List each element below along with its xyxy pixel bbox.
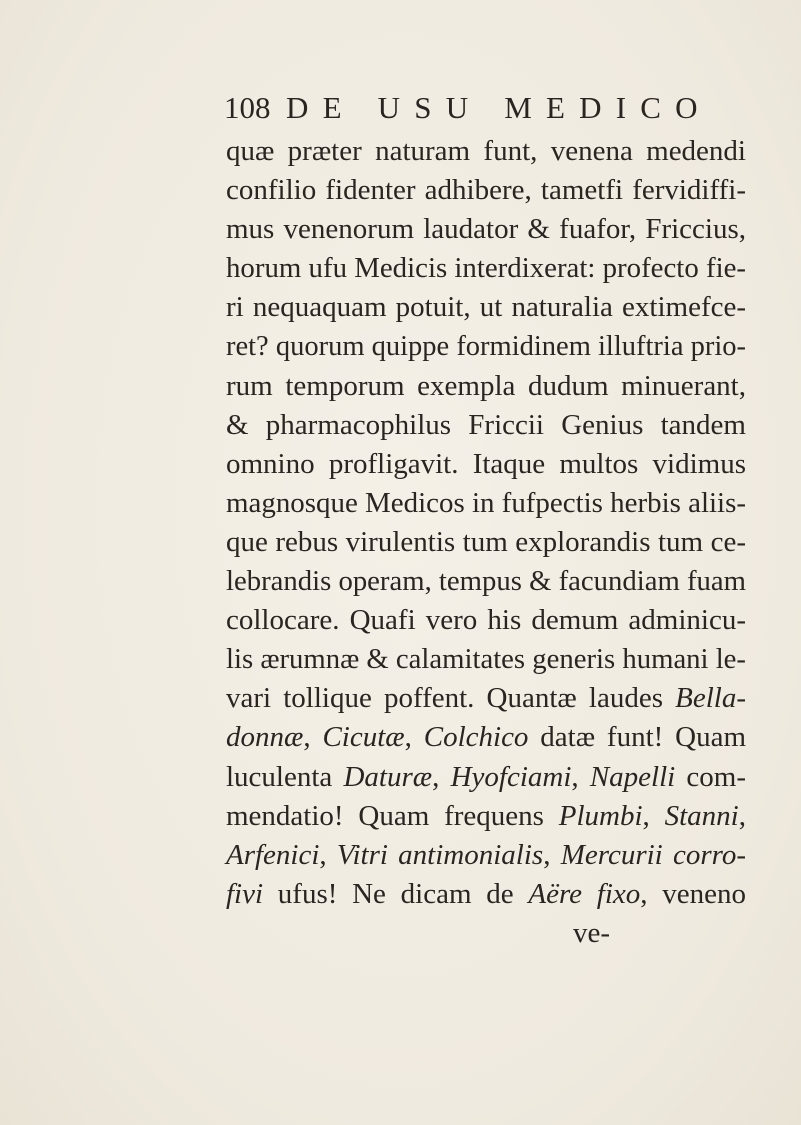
text-segment: rum temporum exempla dudum minuerant,: [226, 369, 746, 402]
text-line: [226, 562, 746, 601]
text-segment: magnosque Medicos in fufpectis herbis aliis-: [226, 486, 746, 519]
text-segment: lis ærumnæ & calamitates generis humani le-: [226, 643, 746, 676]
text-line: [226, 445, 746, 484]
text-line: [226, 288, 746, 327]
text-line: [226, 718, 746, 757]
text-segment: ,: [642, 799, 665, 832]
text-line: [226, 797, 746, 836]
text-segment: confilio fidenter adhibere, tametfi fervidiffi-: [226, 174, 746, 207]
text-segment: ve-: [572, 916, 610, 949]
text-segment: mendatio! Quam frequens: [226, 799, 559, 832]
text-line: [226, 406, 746, 445]
text-segment: ri nequaquam potuit, ut naturalia extimefce-: [226, 291, 746, 324]
text-segment: ,: [432, 760, 451, 793]
text-segment: collocare. Quafi vero his demum adminicu-: [226, 604, 746, 637]
italic-text: Cicutæ: [322, 721, 405, 754]
text-segment: omnino profligavit. Itaque multos vidimus: [226, 447, 746, 480]
text-line: [226, 171, 746, 210]
text-segment: ufus! Ne dicam de: [263, 877, 529, 910]
page-header: [224, 90, 724, 130]
text-line: [226, 640, 746, 679]
text-line: [226, 484, 746, 523]
text-line: [226, 327, 746, 366]
italic-text: Vitri antimonialis: [336, 838, 544, 871]
italic-text: Aëre fixo: [528, 877, 641, 910]
italic-text: Bella-: [675, 682, 746, 715]
italic-text: Stanni: [664, 799, 739, 832]
italic-text: Colchico: [423, 721, 529, 754]
text-segment: horum ufu Medicis interdixerat: profecto fie-: [226, 252, 746, 285]
body-text: [226, 132, 746, 953]
page-number: 108: [224, 90, 271, 125]
italic-text: Arfenici: [226, 838, 320, 871]
text-line: [226, 249, 746, 288]
italic-text: Plumbi: [558, 799, 643, 832]
text-segment: lebrandis operam, tempus & facundiam fuam: [226, 565, 746, 598]
text-segment: ,: [543, 838, 561, 871]
italic-text: donnæ: [226, 721, 304, 754]
text-line: [226, 132, 746, 171]
text-segment: datæ funt! Quam: [528, 721, 747, 754]
text-segment: ret? quorum quippe formidinem illuftria prio-: [226, 330, 746, 363]
text-segment: mus venenorum laudator & fuafor, Friccius,: [226, 213, 746, 246]
italic-text: Daturæ: [343, 760, 433, 793]
text-segment: ,: [738, 799, 746, 832]
text-segment: quæ præter naturam funt, venena medendi: [226, 135, 746, 167]
text-line: [226, 875, 746, 914]
text-segment: vari tollique poffent. Quantæ laudes: [226, 682, 676, 715]
text-segment: ,: [319, 838, 337, 871]
text-segment: ,: [404, 721, 424, 754]
italic-text: fivi: [226, 877, 264, 910]
text-line: [226, 679, 746, 718]
text-segment: , veneno: [640, 877, 746, 910]
text-line: [226, 914, 746, 953]
text-segment: & pharmacophilus Friccii Genius tandem: [226, 408, 746, 441]
text-line: [226, 210, 746, 249]
text-line: [226, 367, 746, 406]
text-line: [226, 601, 746, 640]
text-segment: com-: [675, 760, 747, 793]
text-segment: luculenta: [226, 760, 344, 793]
italic-text: Napelli: [589, 760, 676, 793]
italic-text: Mercurii corro-: [560, 838, 746, 871]
text-segment: ,: [571, 760, 590, 793]
text-segment: que rebus virulentis tum explorandis tum ce-: [226, 525, 746, 558]
italic-text: Hyofciami: [450, 760, 572, 793]
text-line: [226, 758, 746, 797]
text-line: [226, 836, 746, 875]
running-title: DE USU MEDICO: [286, 90, 712, 125]
text-segment: ,: [303, 721, 323, 754]
text-line: [226, 523, 746, 562]
